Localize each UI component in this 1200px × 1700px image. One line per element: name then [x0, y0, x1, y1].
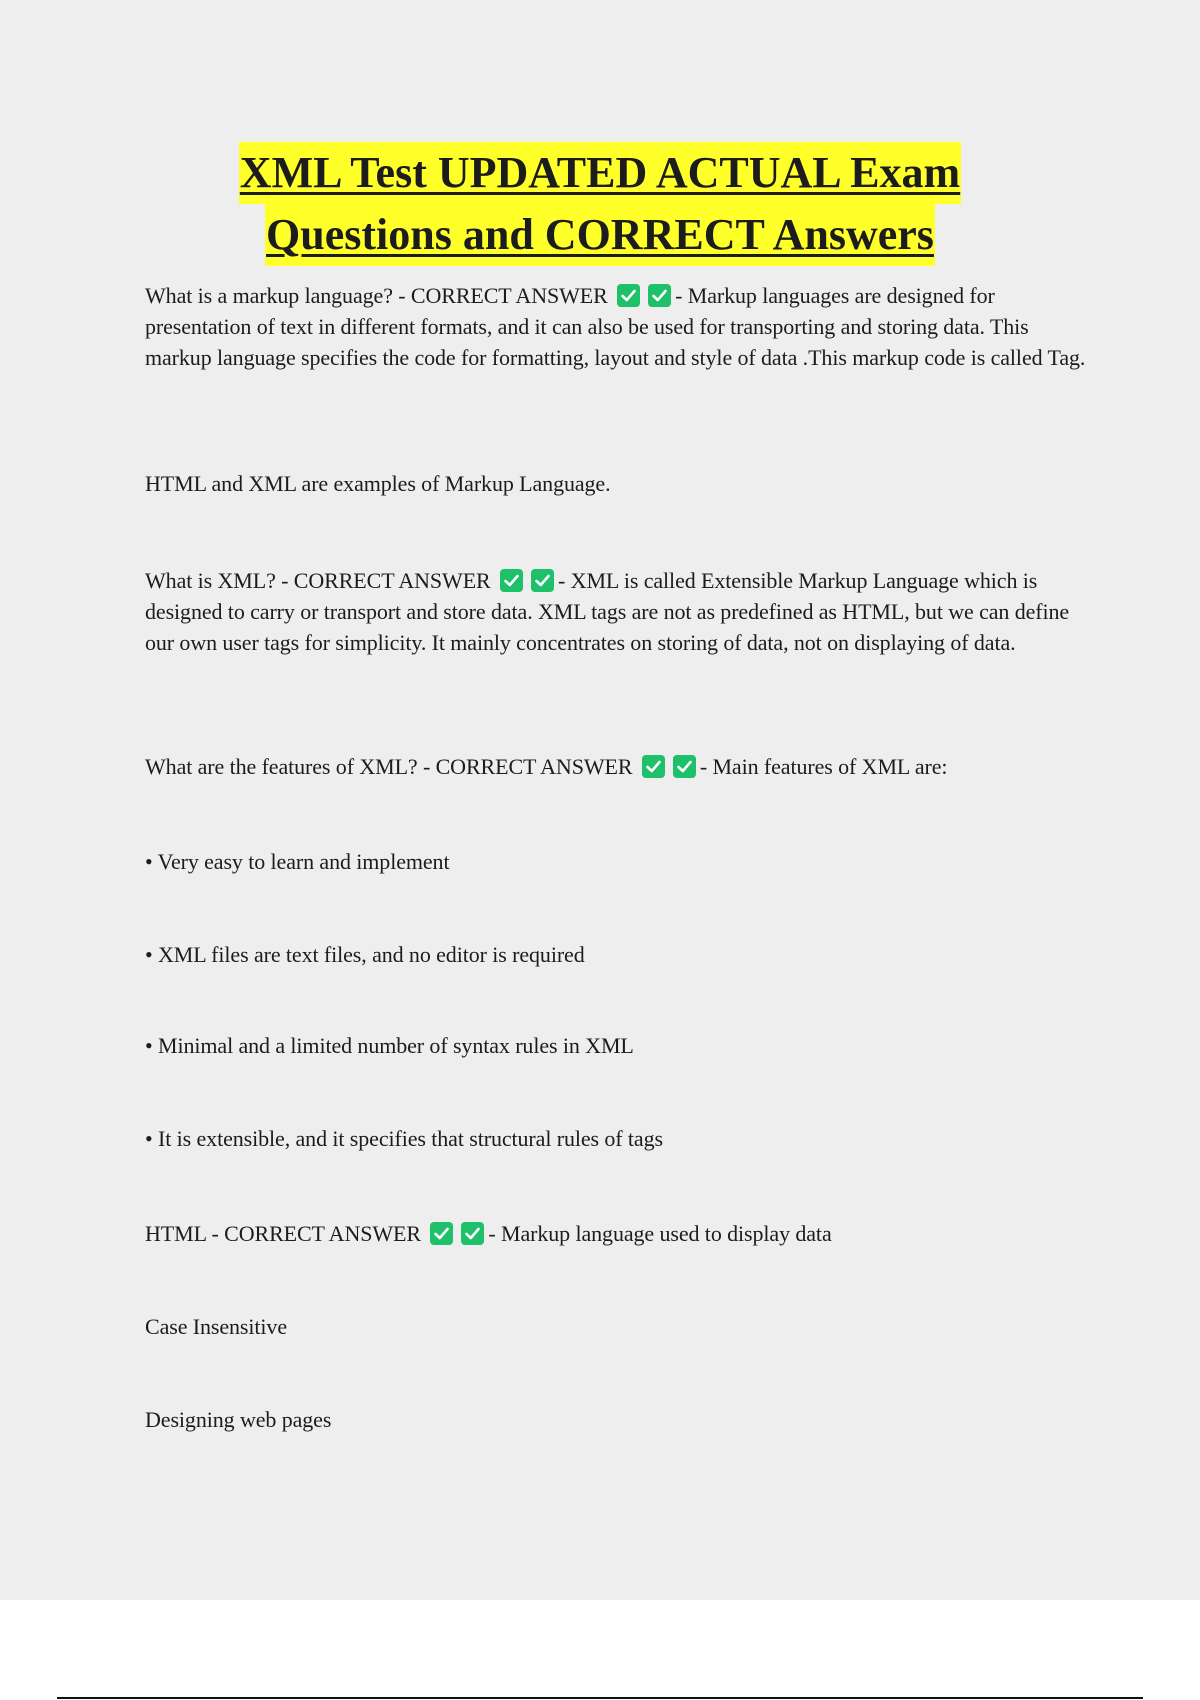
check-box-icon	[430, 1222, 453, 1245]
title-line-1: XML Test UPDATED ACTUAL Exam	[239, 142, 961, 204]
answer-text: - XML is called Extensible Markup Language which is designed to carry or transport and store data. XML tags are not as predefined as HTML, but we can define our own user tags for simplicity. It mainly concentrates on storing of data, not on displaying of data.	[145, 568, 1070, 655]
paragraph-case-insensitive: Case Insensitive	[145, 1314, 287, 1339]
answer-text: - Markup language used to display data	[488, 1221, 832, 1246]
feature-list-item: • XML files are text files, and no editor is required	[145, 942, 585, 967]
check-box-icon	[648, 284, 671, 307]
answer-text: - Main features of XML are:	[699, 754, 948, 779]
check-box-icon	[500, 569, 523, 592]
qa-what-is-xml	[145, 565, 1090, 658]
page-footer-divider	[57, 1697, 1143, 1699]
feature-list-item: • It is extensible, and it specifies that structural rules of tags	[145, 1126, 663, 1151]
check-box-icon	[642, 755, 665, 778]
paragraph-markup-examples: HTML and XML are examples of Markup Language.	[145, 471, 611, 496]
qa-markup-language	[145, 280, 1090, 373]
check-box-icon	[461, 1222, 484, 1245]
question-text: HTML - CORRECT ANSWER	[145, 1221, 421, 1246]
qa-html	[145, 1218, 832, 1249]
check-box-icon	[617, 284, 640, 307]
question-text: What are the features of XML? - CORRECT ANSWER	[145, 754, 633, 779]
qa-features-of-xml	[145, 751, 1090, 782]
answer-text: - Markup languages are designed for presentation of text in different formats, and it can also be used for transporting and storing data. This markup language specifies the code for formatting, layout and style of data .This markup code is called Tag.	[145, 283, 1086, 370]
page-title	[0, 142, 1200, 266]
check-box-icon	[531, 569, 554, 592]
question-text: What is a markup language? - CORRECT ANSWER	[145, 283, 608, 308]
title-line-2: Questions and CORRECT Answers	[265, 204, 935, 266]
paragraph-designing-web-pages: Designing web pages	[145, 1407, 332, 1432]
question-text: What is XML? - CORRECT ANSWER	[145, 568, 491, 593]
feature-list-item: • Minimal and a limited number of syntax rules in XML	[145, 1033, 634, 1058]
feature-list-item: • Very easy to learn and implement	[145, 849, 450, 874]
check-box-icon	[673, 755, 696, 778]
